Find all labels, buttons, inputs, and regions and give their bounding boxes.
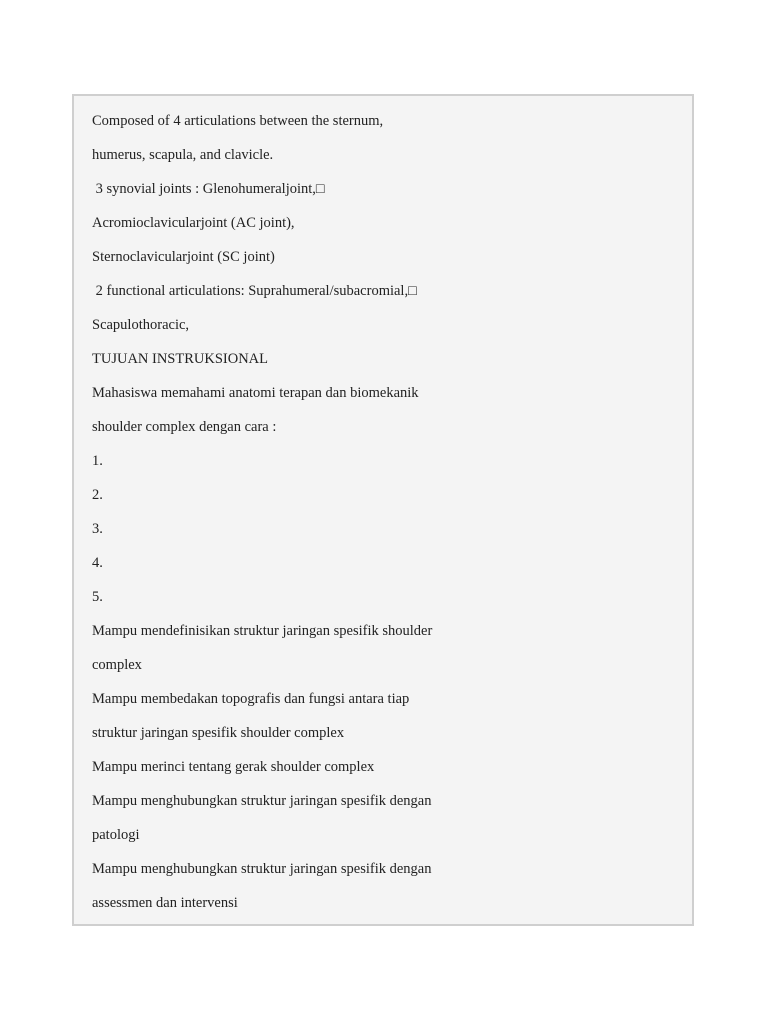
list-number-2: 2. — [92, 487, 103, 503]
text-line-item-2b: struktur jaringan spesifik shoulder complex — [92, 725, 345, 741]
list-number-3: 3. — [92, 521, 103, 537]
text-line-objective-1: Mahasiswa memahami anatomi terapan dan biomekanik — [92, 385, 419, 401]
text-line-sc-joint: Sternoclavicularjoint (SC joint) — [92, 249, 275, 265]
list-number-1: 1. — [92, 453, 103, 469]
text-line-item-1b: complex — [92, 657, 142, 673]
section-heading: TUJUAN INSTRUKSIONAL — [92, 351, 269, 367]
text-line-item-4a: Mampu menghubungkan struktur jaringan spesifik dengan — [92, 793, 432, 809]
text-line-objective-2: shoulder complex dengan cara : — [92, 419, 277, 435]
list-number-5: 5. — [92, 589, 103, 605]
text-line-item-2a: Mampu membedakan topografis dan fungsi antara tiap — [92, 691, 410, 707]
document-text-box — [72, 94, 694, 926]
text-line-item-5b: assessmen dan intervensi — [92, 895, 238, 911]
text-line-scapulothoracic: Scapulothoracic, — [92, 317, 190, 333]
list-number-4: 4. — [92, 555, 103, 571]
text-line-ac-joint: Acromioclavicularjoint (AC joint), — [92, 215, 295, 231]
text-line-item-4b: patologi — [92, 827, 140, 843]
text-line-synovial-joints: 3 synovial joints : Glenohumeraljoint,□ — [92, 181, 325, 197]
text-line-item-5a: Mampu menghubungkan struktur jaringan spesifik dengan — [92, 861, 432, 877]
text-line-functional-articulations: 2 functional articulations: Suprahumeral/subacromial,□ — [92, 283, 417, 299]
text-line-intro-1: Composed of 4 articulations between the sternum, — [92, 113, 384, 129]
document-text — [92, 109, 432, 925]
text-line-item-3: Mampu merinci tentang gerak shoulder complex — [92, 759, 375, 775]
text-line-item-1a: Mampu mendefinisikan struktur jaringan spesifik shoulder — [92, 623, 433, 639]
text-line-intro-2: humerus, scapula, and clavicle. — [92, 147, 274, 163]
